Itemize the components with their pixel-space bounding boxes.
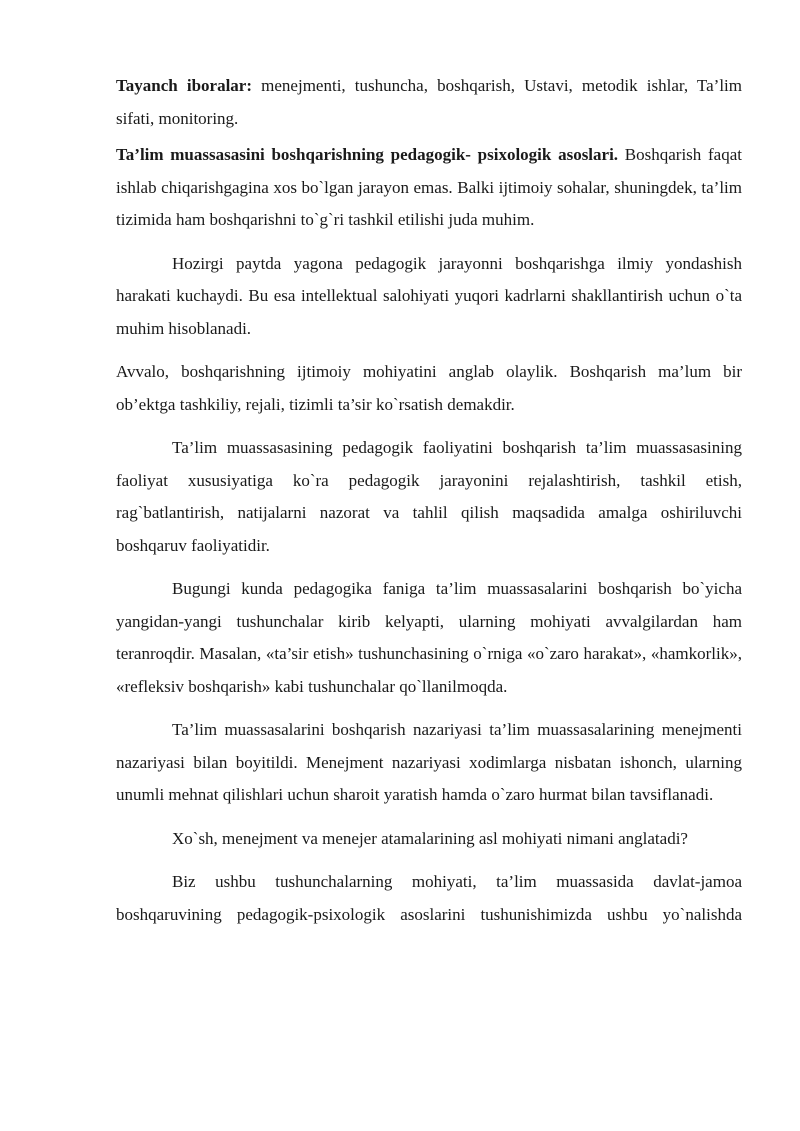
body-paragraph: Ta’lim muassasasining pedagogik faoliyatini boshqarish ta’lim muassasasining faoliyat xususiyatiga ko`ra pedagogik jarayonini rejalashtirish, tashkil etish, rag`batlantirish, natijalarni nazorat va tahlil qilish maqsadida amalga oshiriluvchi boshqaruv faoliyatidir.	[116, 438, 742, 555]
keywords-text: menejmenti, tushuncha, boshqarish, Ustavi, metodik ishlar, Ta’lim sifati, monitoring.	[116, 76, 743, 128]
document-page	[116, 70, 743, 924]
keywords-paragraph	[116, 70, 742, 135]
body-paragraph: Bugungi kunda pedagogika faniga ta’lim muassasalarini boshqarish bo`yicha yangidan-yangi tushunchalar kirib kelyapti, ularning mohiyati avvalgilardan ham teranroqdir. Masalan, «ta’sir etish» tushunchasining o`rniga «o`zaro harakat», «hamkorlik», «refleksiv boshqarish» kabi tushunchalar qo`llanilmoqda.	[116, 579, 742, 696]
section-heading: Ta’lim muassasasini boshqarishning pedagogik- psixologik asoslari.	[116, 145, 619, 164]
body-paragraph: Avvalo, boshqarishning ijtimoiy mohiyatini anglab olaylik. Boshqarish ma’lum bir ob’ektga tashkiliy, rejali, tizimli ta’sir ko`rsatish demakdir.	[116, 362, 742, 414]
section-text: Boshqarish faqat ishlab chiqarishgagina xos bo`lgan jarayon emas. Balki ijtimoiy sohalar, shuningdek, ta’lim tizimida ham boshqarishni to`g`ri tashkil etilishi juda muhim.	[116, 145, 742, 229]
body-paragraph: Hozirgi paytda yagona pedagogik jarayonni boshqarishga ilmiy yondashish harakati kuchaydi. Bu esa intellektual salohiyati yuqori kadrlarni shakllantirish uchun o`ta muhim hisoblanadi.	[116, 253, 742, 338]
body-paragraph: Biz ushbu tushunchalarning mohiyati, ta’lim muassasida davlat-jamoa boshqaruvining pedagogik-psixologik asoslarini tushunishimizda ushbu yo`nalishda	[116, 872, 742, 924]
body-paragraph: Xo`sh, menejment va menejer atamalarining asl mohiyati nimani anglatadi?	[172, 828, 688, 848]
body-paragraph: Ta’lim muassasalarini boshqarish nazariyasi ta’lim muassasalarining menejmenti nazariyasi bilan boyitildi. Menejment nazariyasi xodimlarga nisbatan ishonch, ularning unumli mehnat qilishlari uchun sharoit yaratish hamda o`zaro hurmat bilan tavsiflanadi.	[116, 720, 742, 804]
keywords-label: Tayanch iboralar:	[116, 76, 253, 95]
section-paragraph	[116, 139, 742, 237]
